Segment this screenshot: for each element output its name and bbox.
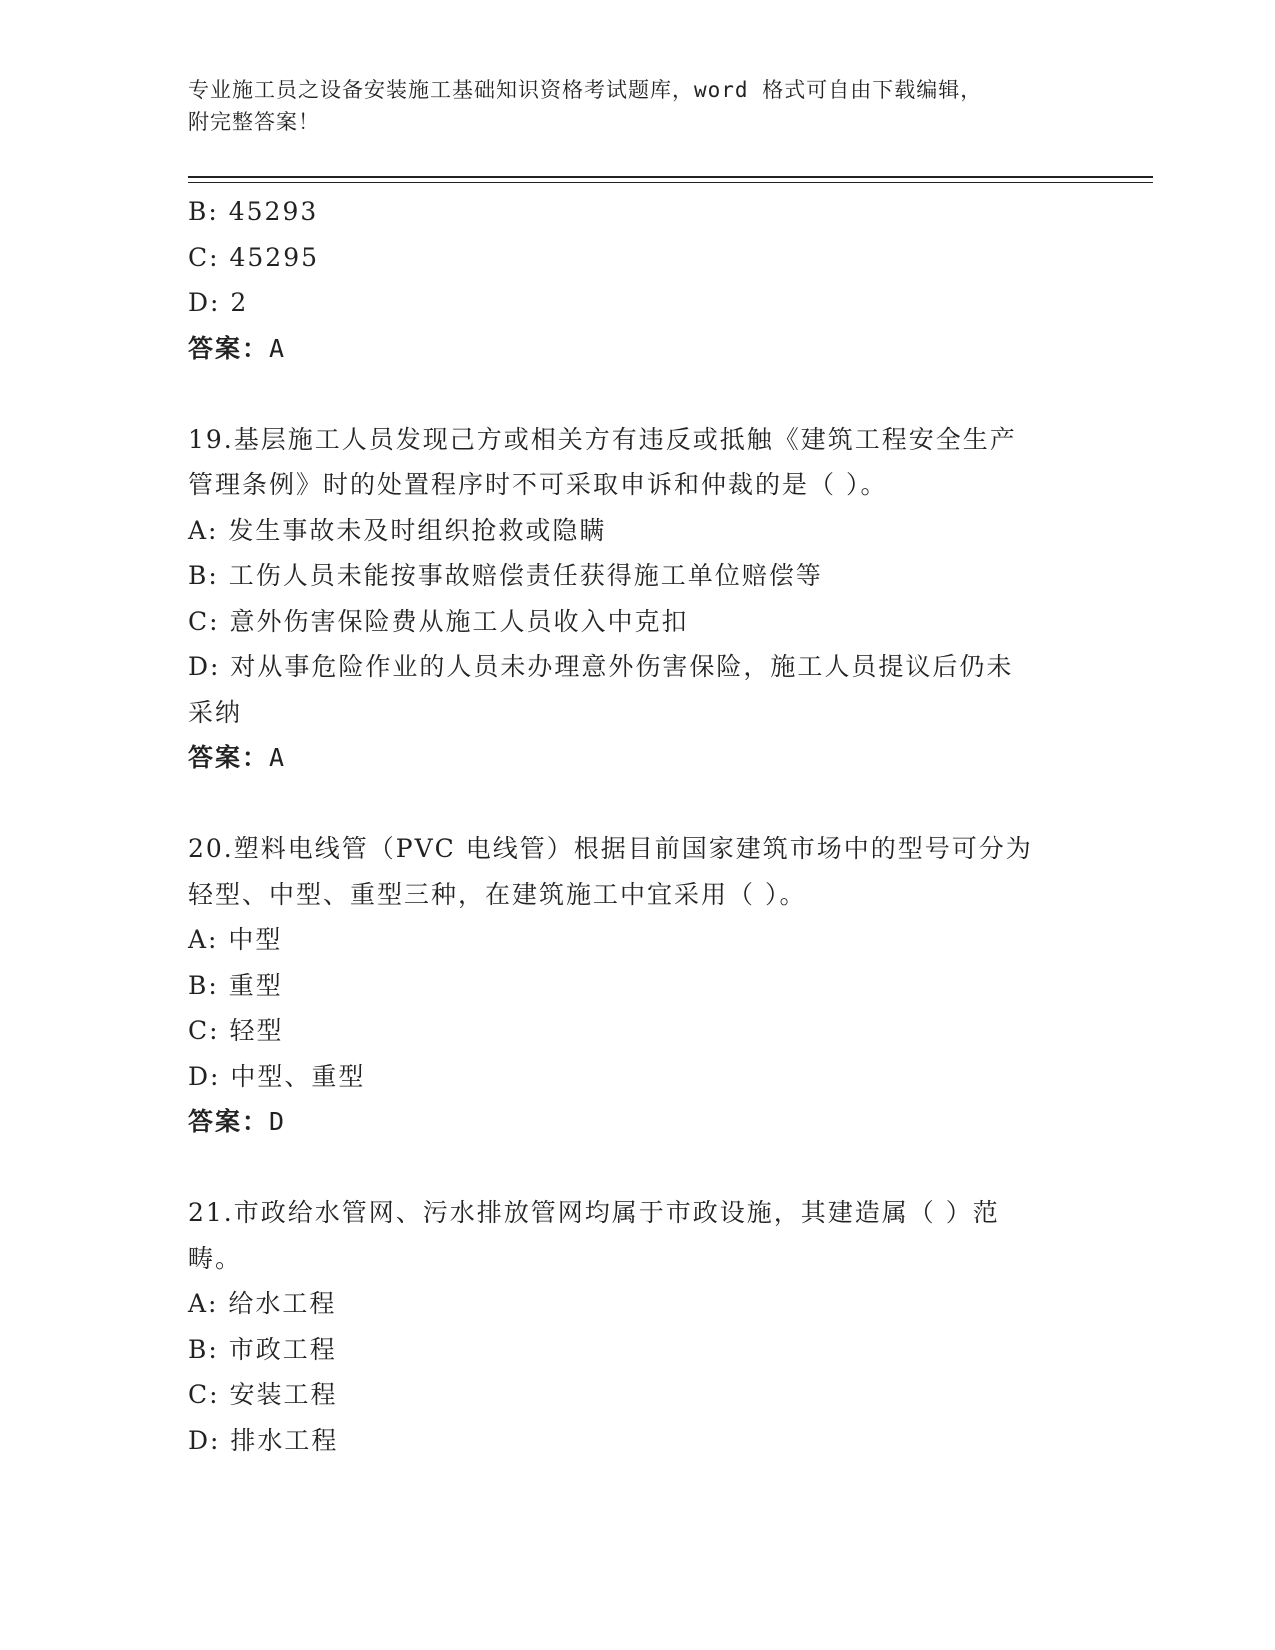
option-b: B: 45293 <box>188 197 319 226</box>
question-text-line-2: 轻型、中型、重型三种，在建筑施工中宜采用（ ）。 <box>188 879 807 909</box>
question-21 <box>188 1190 1088 1463</box>
option-d: D: 对从事危险作业的人员未办理意外伤害保险，施工人员提议后仍未 <box>188 652 1014 681</box>
option-b: B: 重型 <box>188 970 283 1000</box>
question-text-line-2: 管理条例》时的处置程序时不可采取申诉和仲裁的是（ ）。 <box>188 470 888 499</box>
option-d: D: 中型、重型 <box>188 1061 366 1091</box>
option-d: D: 排水工程 <box>188 1425 339 1455</box>
header-divider <box>188 176 1153 178</box>
spacer <box>188 1145 1088 1191</box>
header-divider-thin <box>188 182 1153 183</box>
question-text-line-1: 19.基层施工人员发现己方或相关方有违反或抵触《建筑工程安全生产 <box>188 424 1017 454</box>
question-18-continued <box>188 189 1088 371</box>
option-a: A: 给水工程 <box>188 1289 337 1318</box>
question-text-line-2: 畴。 <box>188 1243 243 1273</box>
question-text-line-1: 20.塑料电线管（PVC 电线管）根据目前国家建筑市场中的型号可分为 <box>188 834 1033 863</box>
option-c: C: 安装工程 <box>188 1380 338 1409</box>
option-c: C: 轻型 <box>188 1016 284 1045</box>
option-a: A: 中型 <box>188 925 283 954</box>
question-20 <box>188 826 1088 1145</box>
document-header <box>188 74 1088 138</box>
answer-label: 答案： <box>188 743 270 772</box>
spacer <box>188 781 1088 827</box>
answer-value: D <box>269 1107 287 1136</box>
answer-line <box>188 735 1088 781</box>
option-a: A: 发生事故未及时组织抢救或隐瞒 <box>188 515 607 545</box>
option-d-continued: 采纳 <box>188 697 243 727</box>
option-b: B: 工伤人员未能按事故赔偿责任获得施工单位赔偿等 <box>188 561 823 590</box>
option-b: B: 市政工程 <box>188 1334 337 1364</box>
question-19 <box>188 417 1088 781</box>
answer-value: A <box>269 743 287 772</box>
answer-label: 答案： <box>188 333 270 363</box>
answer-value: A <box>269 333 287 363</box>
question-text-line-1: 21.市政给水管网、污水排放管网均属于市政设施，其建造属（ ）范 <box>188 1198 1000 1227</box>
answer-line <box>188 1099 1088 1145</box>
option-c: C: 45295 <box>188 242 320 272</box>
option-d: D: 2 <box>188 288 249 317</box>
answer-label: 答案： <box>188 1107 270 1136</box>
header-line-1: 专业施工员之设备安装施工基础知识资格考试题库，word 格式可自由下载编辑， <box>188 78 983 102</box>
document-body <box>188 189 1088 1463</box>
spacer <box>188 371 1088 417</box>
header-line-2: 附完整答案！ <box>188 110 320 134</box>
option-c: C: 意外伤害保险费从施工人员收入中克扣 <box>188 606 689 636</box>
answer-line <box>188 326 1088 372</box>
